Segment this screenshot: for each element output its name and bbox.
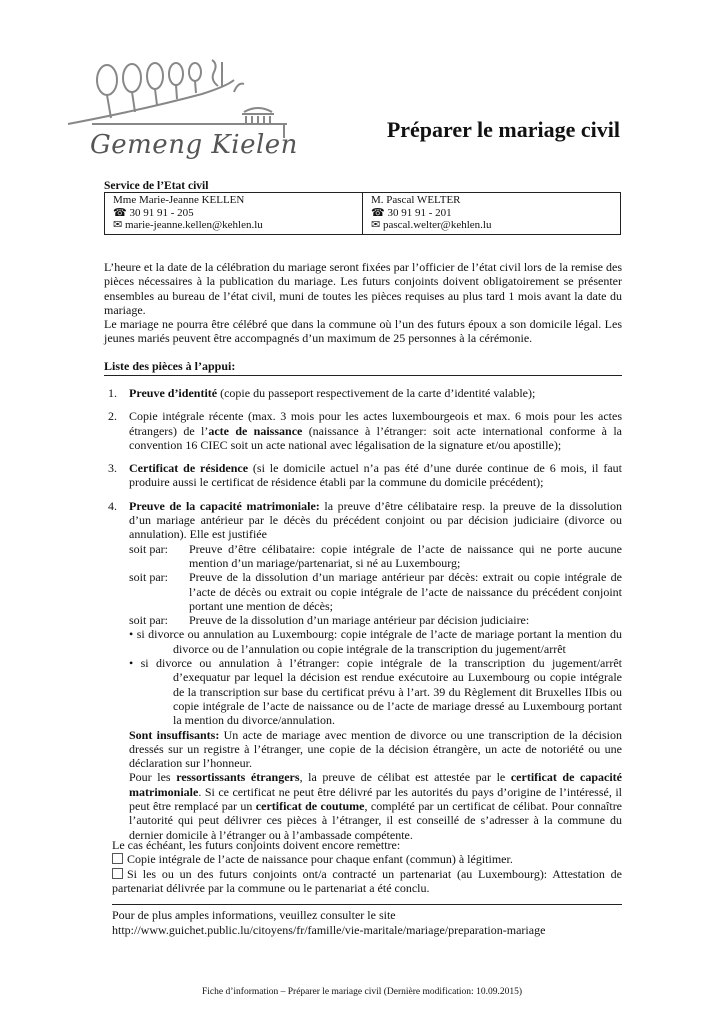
bullet-item: • si divorce ou annulation à l’étranger: copie intégrale de la transcription du jugement/arrêt d’exequatur par lequel la décision est rendue exécutoire au Luxembourg ou copie intégrale de la transcription sur base du certificat prévu à l’art. 39 du Règlement dit Bruxelles IIbis ou copie intégrale de l’acte de naissance ou de l’acte de mariage dressé au Luxembourg portant la mention du divorce/annulation. [129, 656, 622, 728]
documents-list [104, 386, 622, 851]
more-info [112, 904, 622, 937]
item-text: Un acte de mariage avec mention de divorce ou une transcription de la décision dressés sur un registre à l’étranger, une copie de la décision étrangère, un acte de notoriété ou une déclaration sur l’honneur. [129, 727, 622, 771]
contact-name: M. Pascal WELTER [371, 194, 461, 206]
soit-label: soit par: [129, 570, 168, 585]
item-number: 2. [108, 409, 117, 424]
soit-text: Preuve d’être célibataire: copie intégrale de l’acte de naissance qui ne porte aucune mention d’un mariage/partenariat, si né au Luxembourg; [189, 541, 622, 570]
item-bold: Preuve d’identité [129, 386, 218, 400]
additional-documents [112, 838, 622, 895]
item-bold: acte de naissance [208, 423, 303, 438]
item-bold: Certificat de résidence [129, 461, 249, 476]
contact-cell [105, 193, 363, 235]
checkbox-icon [112, 868, 123, 879]
phone-icon: ☎ [371, 206, 388, 219]
contact-email[interactable]: pascal.welter@kehlen.lu [382, 219, 492, 231]
soit-label: soit par: [129, 541, 168, 556]
item-bold: ressortissants étrangers [176, 770, 300, 785]
soit-label: soit par: [129, 613, 168, 628]
intro-paragraph: L’heure et la date de la célébration du mariage seront fixées par l’officier de l’état civil lors de la remise des pièces nécessaires à la publication du mariage. Les futurs conjoints doivent obligatoirement se présenter ensembles au bureau de l’état civil, muni de toutes les pièces requises au plus tard 1 mois avant la date du mariage. [104, 260, 622, 317]
service-title: Service de l’Etat civil [104, 180, 209, 192]
phone-icon: ☎ [113, 206, 130, 219]
bullet-item: • si divorce ou annulation au Luxembourg: copie intégrale de l’acte de mariage portant la mention du divorce ou de l’annulation ou copie intégrale de la transcription du jugement/arrêt [129, 627, 622, 656]
list-title: Liste des pièces à l’appui: [104, 359, 622, 376]
contact-phone: 30 91 91 - 201 [387, 206, 452, 219]
item-text: la preuve d’être célibataire resp. la preuve de la dissolution d’un mariage antérieur par le décès du précédent conjoint ou par décision judiciaire (divorce ou annulation). Elle est justifiée [129, 498, 622, 542]
list-item [104, 409, 622, 452]
item-text: (naissance à l’étranger: soit acte international conforme à la convention 16 CIEC soit un acte national avec légalisation de la signature et/ou apostille); [129, 423, 622, 452]
more-info-text: Pour de plus amples informations, veuillez consulter le site [112, 908, 396, 922]
item-bold: certificat de coutume [255, 799, 365, 814]
item-text: , la preuve de célibat est attestée par le [299, 770, 511, 785]
item-text: (si le domicile actuel n’a pas été d’une durée continue de 6 mois, il faut produire aussi le certificat de résidence établi par la commune du domicile précédent); [129, 461, 622, 490]
envelope-icon: ✉ [113, 219, 125, 231]
intro-paragraph: Le mariage ne pourra être célébré que dans la commune où l’un des futurs époux a son domicile légal. Les jeunes mariés peuvent être accompagnés d’un maximum de 25 personnes à la cérémonie. [104, 317, 622, 346]
contact-cell [363, 193, 621, 235]
soit-line [129, 570, 622, 613]
item-text: . Si ce certificat ne peut être délivré par les autorités du pays d’origine de l’intéressé, il peut être remplacé par un [129, 784, 622, 814]
soit-line [129, 613, 622, 627]
contacts-table [104, 192, 621, 235]
intro-text [104, 260, 622, 346]
contact-email[interactable]: marie-jeanne.kellen@kehlen.lu [124, 219, 263, 231]
logo-wordmark: Gemeng Kielen [90, 130, 298, 160]
soit-text: Preuve de la dissolution d’un mariage antérieur par décès: extrait ou copie intégrale de l’acte de décès ou extrait ou copie intégrale de l’acte de naissance du précédent conjoint portant une mention de décès; [189, 570, 622, 613]
tail-item: Si les ou un des futurs conjoints ont/a contracté un partenariat (au Luxembourg): Attestation de partenariat délivrée par la commune ou le partenariat a été conclu. [112, 866, 622, 895]
list-item [104, 386, 622, 400]
page-title: Préparer le mariage civil [386, 117, 620, 142]
item-bold: Sont insuffisants: [129, 727, 220, 742]
more-info-link[interactable]: http://www.guichet.public.lu/citoyens/fr/famille/vie-maritale/mariage/preparation-mariage [112, 922, 546, 937]
page-footer: Fiche d’information – Préparer le mariage civil (Dernière modification: 10.09.2015) [202, 987, 522, 997]
tail-item: Copie intégrale de l’acte de naissance pour chaque enfant (commun) à légitimer. [127, 852, 513, 867]
item-number: 4. [108, 498, 117, 513]
soit-line [129, 542, 622, 571]
item-bold: Preuve de la capacité matrimoniale: [129, 498, 320, 513]
item-text: Copie intégrale récente (max. 3 mois pour les actes luxembourgeois et max. 6 mois pour les actes étrangers) de l’ [129, 409, 622, 438]
item-number: 3. [108, 461, 117, 476]
contact-phone: 30 91 91 - 205 [129, 206, 194, 219]
contact-name: Mme Marie-Jeanne KELLEN [113, 194, 245, 206]
envelope-icon: ✉ [371, 219, 383, 231]
tail-lead: Le cas échéant, les futurs conjoints doivent encore remettre: [112, 838, 401, 852]
checkbox-icon [112, 853, 123, 864]
item-text: Pour les [129, 770, 177, 785]
soit-text: Preuve de la dissolution d’un mariage antérieur par décision judiciaire: [189, 613, 530, 628]
item-number: 1. [108, 386, 117, 400]
list-item [104, 499, 622, 842]
list-item [104, 461, 622, 490]
item-text: , complété par un certificat de célibat. Pour connaître l’autorité qui peut délivrer ces pièces à l’étranger, il est conseillé de s’adresser à la commune du dernier domicile à l’étranger ou à l’ambassade compétente. [129, 799, 623, 842]
item-text: (copie du passeport respectivement de la carte d’identité valable); [217, 386, 536, 400]
item-bold: certificat de capacité matrimoniale [129, 770, 622, 799]
